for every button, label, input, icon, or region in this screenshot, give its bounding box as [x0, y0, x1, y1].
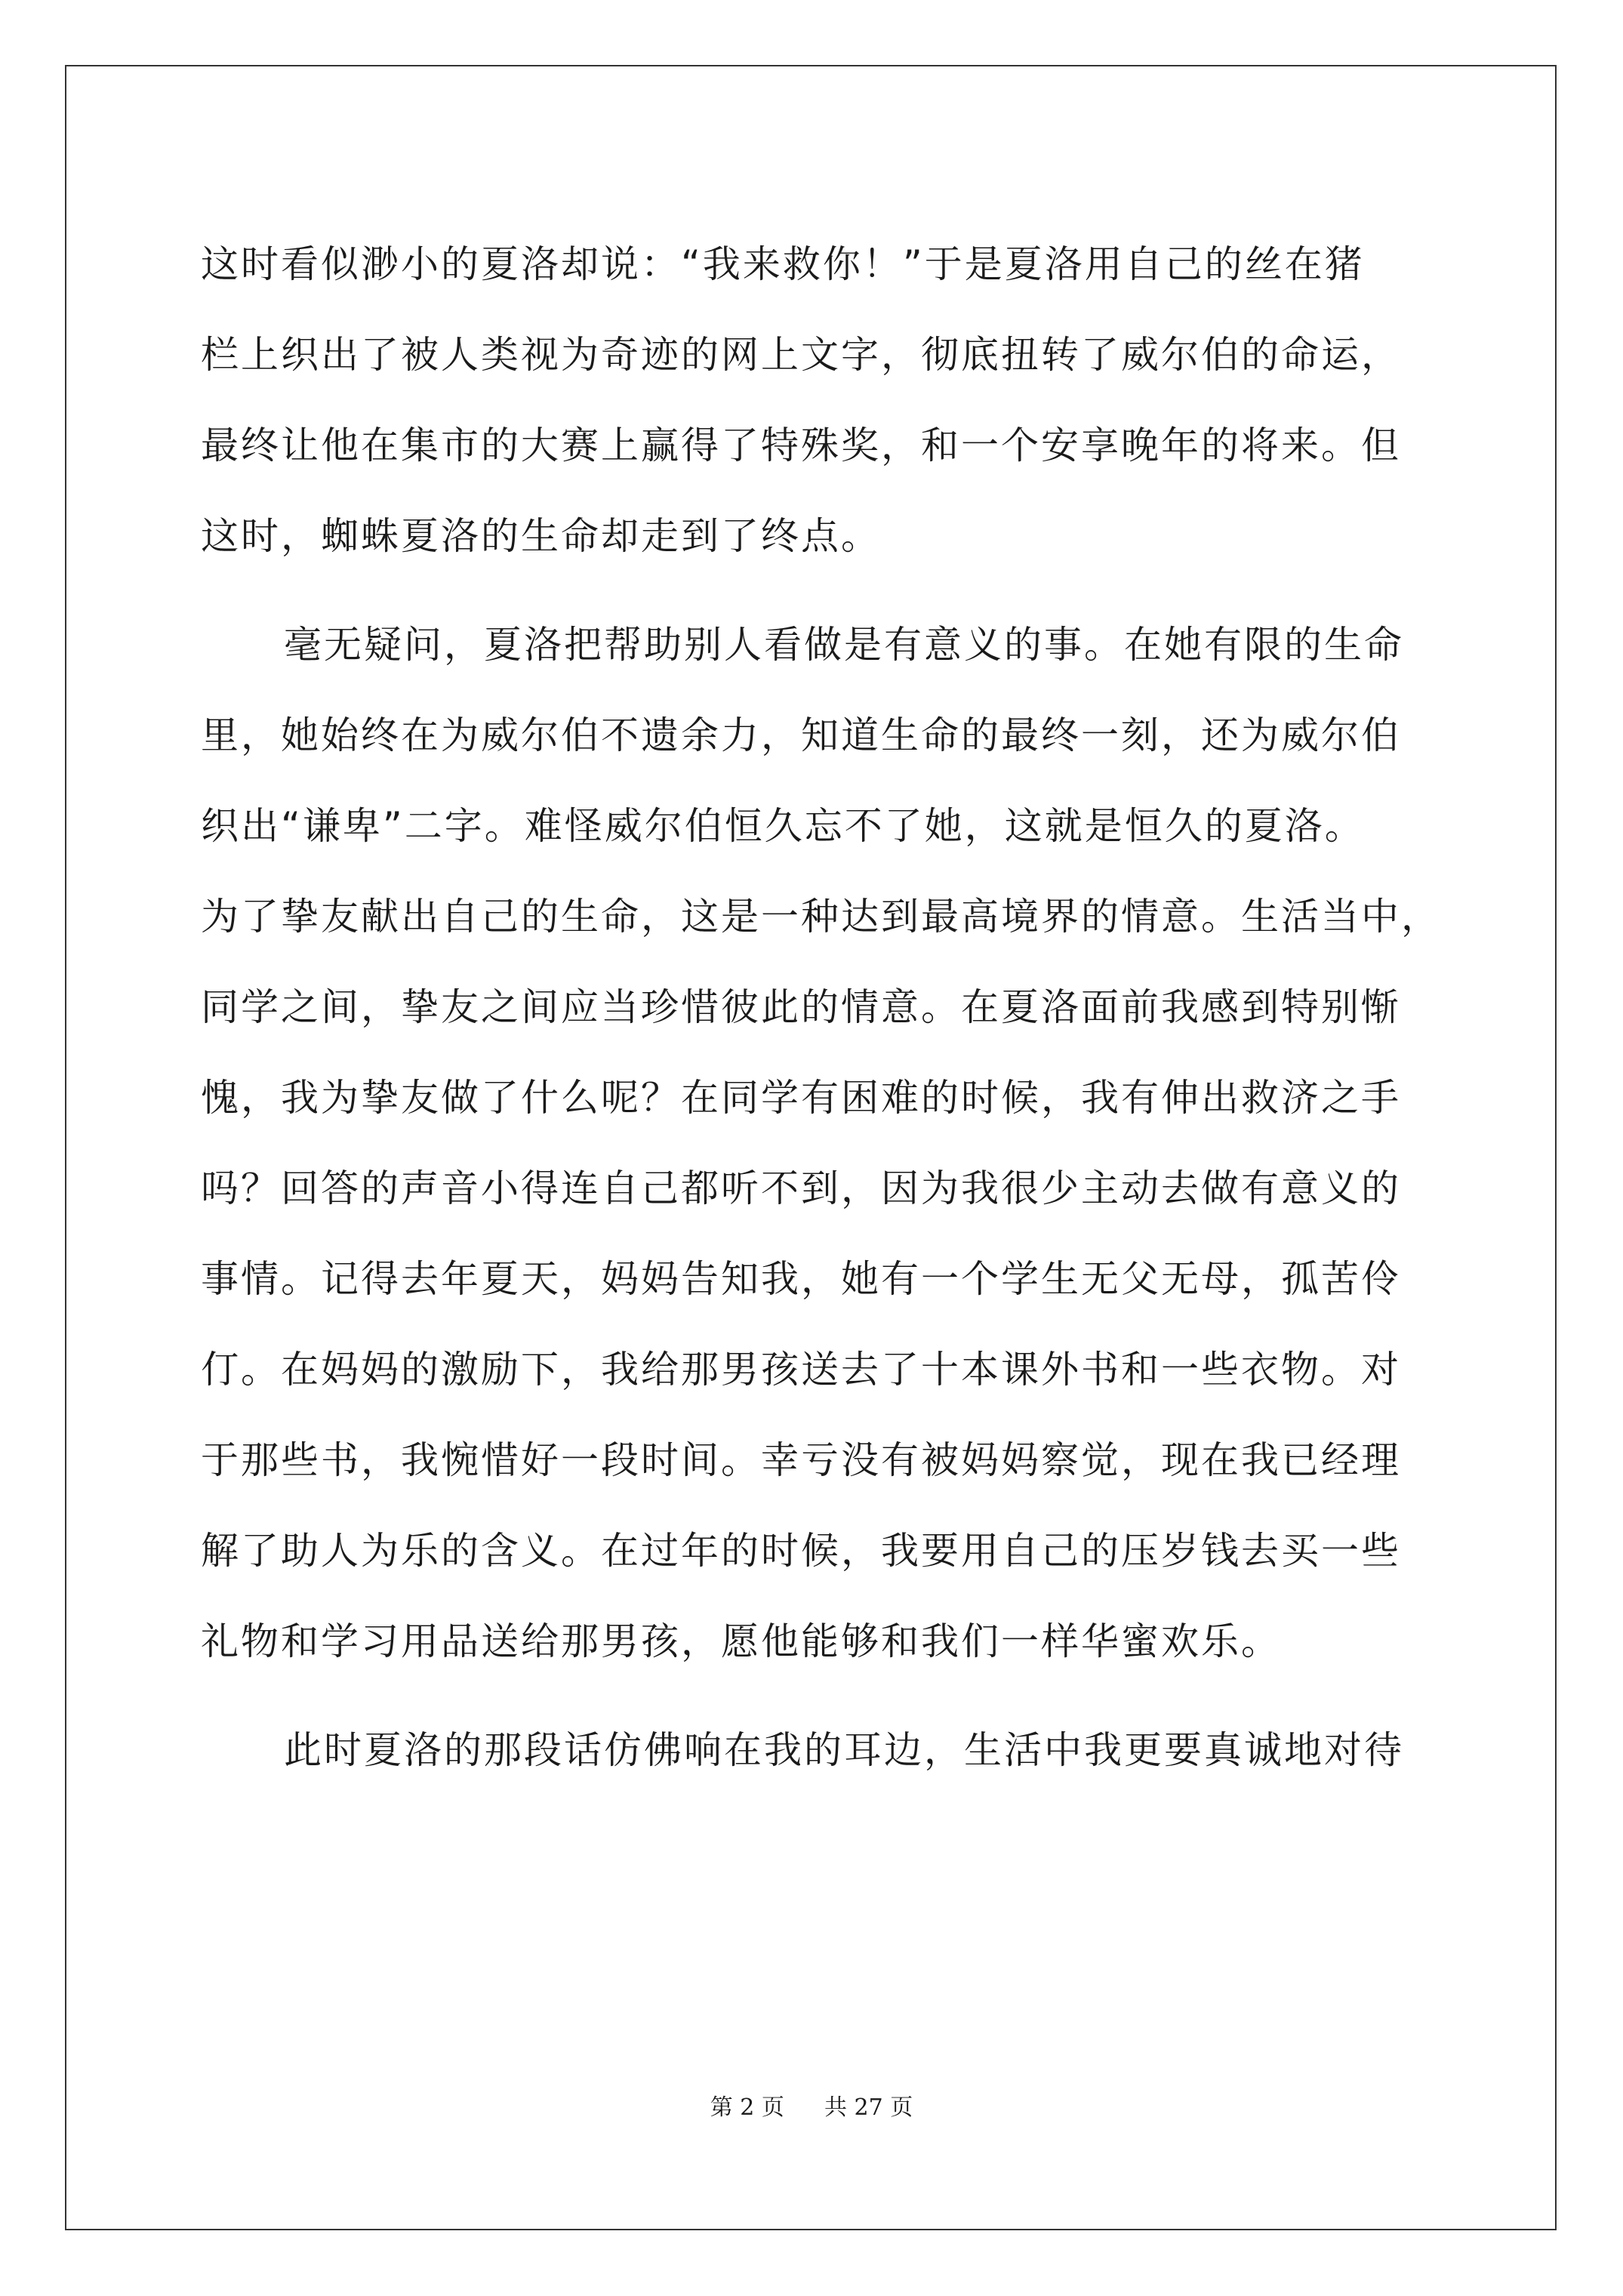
text-line: 同学之间，挚友之间应当珍惜彼此的情意。在夏洛面前我感到特别惭 — [201, 985, 1401, 1029]
text-line: 最终让他在集市的大赛上赢得了特殊奖，和一个安享晚年的将来。但 — [201, 424, 1401, 467]
text-line: 礼物和学习用品送给那男孩，愿他能够和我们一样华蜜欢乐。 — [201, 1620, 1281, 1663]
document-body — [201, 219, 1446, 1795]
text-line: 愧，我为挚友做了什么呢？在同学有困难的时候，我有伸出救济之手 — [201, 1076, 1401, 1120]
page-footer — [0, 2093, 1623, 2123]
text-line: 解了助人为乐的含义。在过年的时候，我要用自己的压岁钱去买一些 — [201, 1529, 1401, 1573]
paragraph-2 — [201, 599, 1446, 1687]
text-line: 栏上织出了被人类视为奇迹的网上文字，彻底扭转了威尔伯的命运， — [201, 333, 1401, 377]
text-line: 吗？回答的声音小得连自己都听不到，因为我很少主动去做有意义的 — [201, 1166, 1401, 1210]
text-line: 仃。在妈妈的激励下，我给那男孩送去了十本课外书和一些衣物。对 — [201, 1348, 1401, 1391]
text-line: 此时夏洛的那段话仿佛响在我的耳边，生活中我更要真诚地对待 — [284, 1728, 1404, 1772]
text-line: 里，她始终在为威尔伯不遗余力，知道生命的最终一刻，还为威尔伯 — [201, 713, 1401, 757]
text-line: 为了挚友献出自己的生命，这是一种达到最高境界的情意。生活当中， — [201, 895, 1441, 938]
text-line: 这时看似渺小的夏洛却说：“我来救你！”于是夏洛用自己的丝在猪 — [201, 242, 1365, 286]
page-number: 第 2 页 — [710, 2094, 784, 2121]
text-line: 于那些书，我惋惜好一段时间。幸亏没有被妈妈察觉，现在我已经理 — [201, 1438, 1401, 1482]
text-line: 这时，蜘蛛夏洛的生命却走到了终点。 — [201, 514, 881, 558]
page-total: 共 27 页 — [824, 2094, 913, 2121]
text-line: 事情。记得去年夏天，妈妈告知我，她有一个学生无父无母，孤苦伶 — [201, 1257, 1401, 1301]
text-line: 毫无疑问，夏洛把帮助别人看做是有意义的事。在她有限的生命 — [284, 623, 1404, 667]
text-line: 织出“谦卑”二字。难怪威尔伯恒久忘不了她，这就是恒久的夏洛。 — [201, 804, 1365, 848]
paragraph-3 — [201, 1705, 1446, 1795]
paragraph-1 — [201, 219, 1446, 581]
